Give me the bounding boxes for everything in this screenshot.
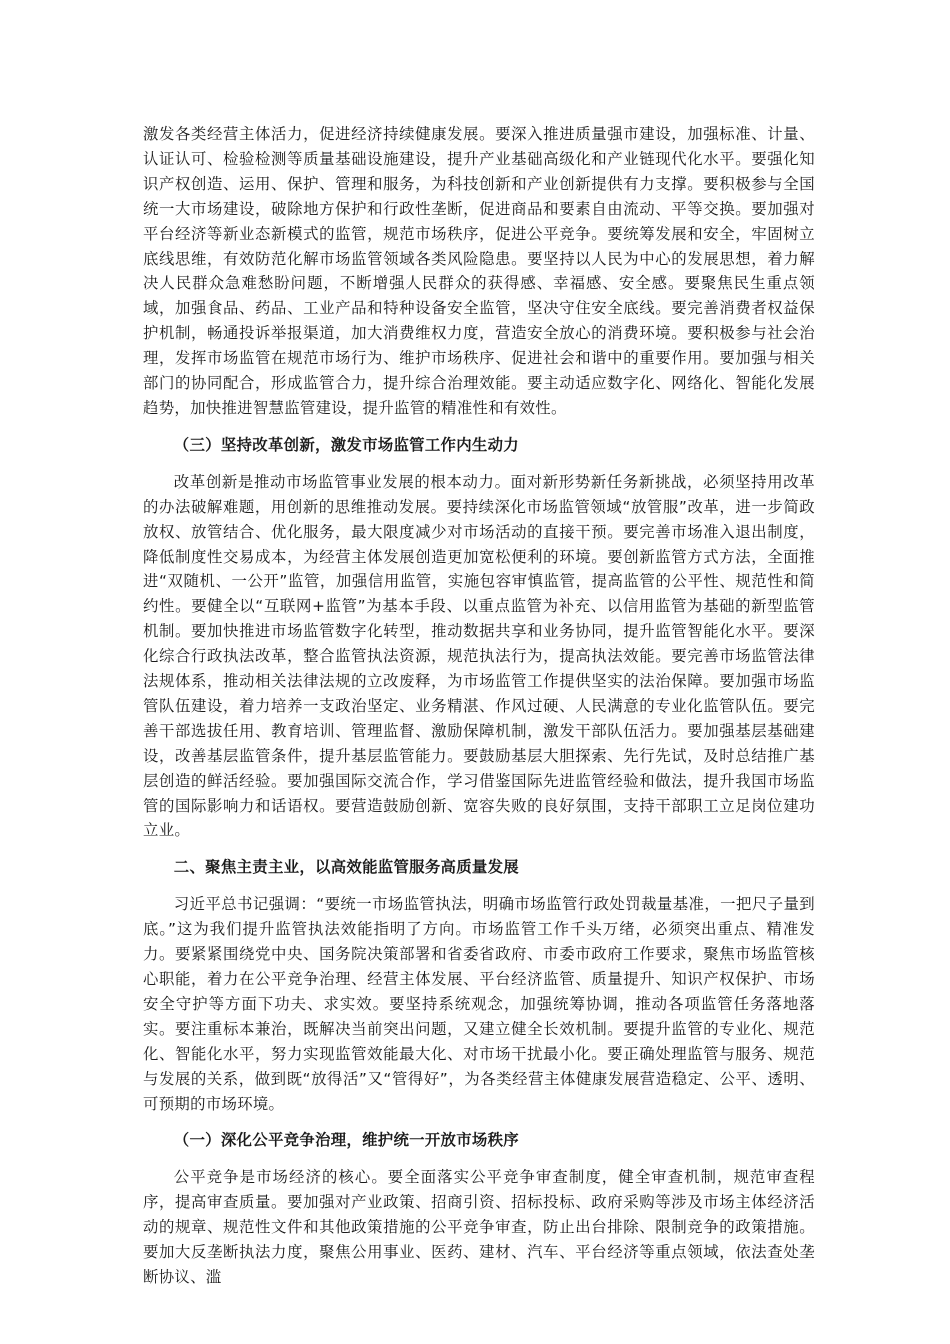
body-paragraph-2: 改革创新是推动市场监管事业发展的根本动力。面对新形势新任务新挑战，必须坚持用改革的办法破解难题，用创新的思维推动发展。要持续深化市场监管领域“放管服”改革，进一步简政放权、放管结合、优化服务，最大限度减少对市场活动的直接干预。要完善市场准入退出制度，降低制度性交易成本，为经营主体发展创造更加宽松便利的环境。要创新监管方式方法，全面推进“双随机、一公开”监管，加强信用监管，实施包容审慎监管，提高监管的公平性、规范性和简约性。要健全以“互联网+监管”为基本手段、以重点监管为补充、以信用监管为基础的新型监管机制。要加快推进市场监管数字化转型，推动数据共享和业务协同，提升监管智能化水平。要深化综合行政执法改革，整合监管执法资源，规范执法行为，提高执法效能。要完善市场监管法律法规体系，推动相关法律法规的立改废释，为市场监管工作提供坚实的法治保障。要加强市场监管队伍建设，着力培养一支政治坚定、业务精湛、作风过硬、人民满意的专业化监管队伍。要完善干部选拔任用、教育培训、管理监督、激励保障机制，激发干部队伍活力。要加强基层基础建设，改善基层监管条件，提升基层监管能力。要鼓励基层大胆探索、先行先试，及时总结推广基层创造的鲜活经验。要加强国际交流合作，学习借鉴国际先进监管经验和做法，提升我国市场监管的国际影响力和话语权。要营造鼓励创新、宽容失败的良好氛围，支持干部职工立足岗位建功立业。 [143, 472, 815, 840]
body-paragraph-1: 激发各类经营主体活力，促进经济持续健康发展。要深入推进质量强市建设，加强标准、计量、认证认可、检验检测等质量基础设施建设，提升产业基础高级化和产业链现代化水平。要强化知识产权创造、运用、保护、管理和服务，为科技创新和产业创新提供有力支撑。要积极参与全国统一大市场建设，破除地方保护和行政性垄断，促进商品和要素自由流动、平等交换。要加强对平台经济等新业态新模式的监管，规范市场秩序，促进公平竞争。要统筹发展和安全，牢固树立底线思维，有效防范化解市场监管领域各类风险隐患。要坚持以人民为中心的发展思想，着力解决人民群众急难愁盼问题，不断增强人民群众的获得感、幸福感、安全感。要聚焦民生重点领域，加强食品、药品、工业产品和特种设备安全监管，坚决守住安全底线。要完善消费者权益保护机制，畅通投诉举报渠道，加大消费维权力度，营造安全放心的消费环境。要积极参与社会治理，发挥市场监管在规范市场行为、维护市场秩序、促进社会和谐中的重要作用。要加强与相关部门的协同配合，形成监管合力，提升综合治理效能。要主动适应数字化、网络化、智能化发展趋势，加快推进智慧监管建设，提升监管的精准性和有效性。 [143, 125, 815, 417]
spacer [143, 458, 815, 470]
spacer [143, 421, 815, 433]
spacer [143, 1153, 815, 1165]
body-paragraph-4: 公平竞争是市场经济的核心。要全面落实公平竞争审查制度，健全审查机制，规范审查程序，提高审查质量。要加强对产业政策、招商引资、招标投标、政府采购等涉及市场主体经济活动的规章、规范性文件和其他政策措施的公平竞争审查，防止出台排除、限制竞争的政策措施。要加大反垄断执法力度，聚焦公用事业、医药、建材、汽车、平台经济等重点领域，依法查处垄断协议、滥 [143, 1168, 815, 1286]
document-page [143, 122, 815, 1290]
body-paragraph-3: 习近平总书记强调：“要统一市场监管执法，明确市场监管行政处罚裁量基准，一把尺子量到底。”这为我们提升监管执法效能指明了方向。市场监管工作千头万绪，必须突出重点、精准发力。要紧紧围绕党中央、国务院决策部署和省委省政府、市委市政府工作要求，聚焦市场监管核心职能，着力在公平竞争治理、经营主体发展、平台经济监管、质量提升、知识产权保护、市场安全守护等方面下功夫、求实效。要坚持系统观念，加强统筹协调，推动各项监管任务落地落实。要注重标本兼治，既解决当前突出问题，又建立健全长效机制。要提升监管的专业化、规范化、智能化水平，努力实现监管效能最大化、对市场干扰最小化。要正确处理监管与服务、规范与发展的关系，做到既“放得活”又“管得好”，为各类经营主体健康发展营造稳定、公平、透明、可预期的市场环境。 [143, 895, 815, 1113]
spacer [143, 880, 815, 892]
spacer [143, 1116, 815, 1128]
chapter-heading-2: 二、聚焦主责主业，以高效能监管服务高质量发展 [173, 858, 519, 877]
spacer [143, 843, 815, 855]
section-heading-1: （一）深化公平竞争治理，维护统一开放市场秩序 [173, 1131, 519, 1150]
section-heading-3: （三）坚持改革创新，激发市场监管工作内生动力 [173, 435, 519, 454]
